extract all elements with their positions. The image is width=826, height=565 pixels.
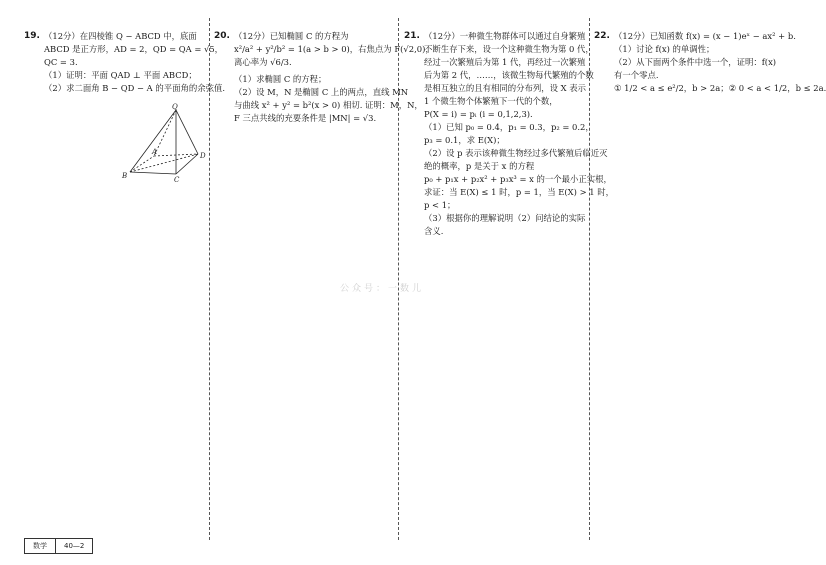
question-22-number: 22.	[594, 31, 610, 41]
q22-line-1: （12分）已知函数 f(x) = (x − 1)eˣ − ax² + b.	[614, 31, 796, 41]
q21-line-11: 绝的概率，p 是关于 x 的方程	[424, 161, 535, 172]
q21-line-13: 求证：当 E(X) ≤ 1 时，p = 1，当 E(X) > 1 时，	[424, 187, 614, 198]
watermark: 公众号：一数儿	[340, 284, 425, 294]
footer-page: 40—2	[55, 539, 92, 553]
q22-conditions: ① 1/2 < a ≤ e²/2，b > 2a；② 0 < a < 1/2，b ≤ 2a.	[614, 83, 826, 94]
edge-bc	[130, 172, 176, 174]
q21-line-14: p < 1；	[424, 200, 456, 211]
edge-qd	[176, 110, 198, 154]
pyramid-figure	[118, 104, 208, 184]
label-b: B	[122, 172, 128, 180]
label-a: A	[152, 148, 158, 156]
q19-part-1: （1）证明：平面 QAD ⊥ 平面 ABCD；	[44, 70, 197, 81]
q20-part-2-line-1: （2）设 M，N 是椭圆 C 上的两点，直线 MN	[234, 87, 409, 98]
q19-line-2: ABCD 是正方形，AD = 2，QD = QA = √5，	[44, 44, 224, 55]
question-20	[214, 30, 434, 125]
q21-line-12: p₀ + p₁x + p₂x² + p₃x³ = x 的一个最小正实根，	[424, 174, 612, 185]
q20-part-2-line-3: F 三点共线的充要条件是 |MN| = √3.	[234, 113, 377, 124]
q21-line-6: 1 个微生物个体繁殖下一代的个数，	[424, 96, 558, 107]
q20-line-1: （12分）已知椭圆 C 的方程为	[234, 31, 349, 41]
q20-line-3: 离心率为 √6/3.	[234, 57, 292, 68]
q20-line-2: x²/a² + y²/b² = 1(a > b > 0)，右焦点为 F(√2,0)，	[234, 44, 434, 55]
q22-part-2: （2）从下面两个条件中选一个，证明：f(x)	[614, 57, 777, 68]
q21-line-10: （2）设 p 表示该种微生物经过多代繁殖后临近灭	[424, 148, 608, 159]
edge-ba	[130, 156, 154, 172]
q21-line-8: （1）已知 p₀ = 0.4，p₁ = 0.3，p₂ = 0.2，	[424, 122, 594, 133]
column-divider-1	[209, 18, 210, 540]
q21-line-1: （12分）一种微生物群体可以通过自身繁殖	[424, 31, 586, 41]
q21-line-4: 后为第 2 代，……，该微生物每代繁殖的个数	[424, 70, 594, 81]
edge-qa	[154, 110, 176, 156]
edge-cd	[176, 154, 198, 174]
footer-subject: 数学	[33, 542, 47, 550]
column-divider-3	[589, 18, 590, 540]
edge-qb	[130, 110, 176, 172]
q21-line-15: （3）根据你的理解说明（2）问结论的实际	[424, 213, 586, 224]
question-22	[594, 30, 826, 95]
q20-part-2-line-2: 与曲线 x² + y² = b²(x > 0) 相切. 证明：M，N，	[234, 100, 423, 111]
q22-part-1: （1）讨论 f(x) 的单调性；	[614, 44, 715, 55]
q22-line-4: 有一个零点.	[614, 70, 659, 81]
q21-line-16: 含义.	[424, 226, 444, 237]
footer-box	[24, 538, 93, 554]
q21-line-5: 是相互独立的且有相同的分布列，设 X 表示	[424, 83, 587, 94]
label-c: C	[174, 176, 180, 184]
label-d: D	[200, 152, 206, 160]
q21-line-2: 不断生存下来，设一个这种微生物为第 0 代，	[424, 44, 594, 55]
question-21-number: 21.	[404, 31, 420, 41]
q21-line-3: 经过一次繁殖后为第 1 代，再经过一次繁殖	[424, 57, 586, 68]
question-20-number: 20.	[214, 31, 230, 41]
q19-part-2: （2）求二面角 B − QD − A 的平面角的余弦值.	[44, 83, 226, 94]
question-19-number: 19.	[24, 31, 40, 41]
q21-line-9: p₃ = 0.1，求 E(X)；	[424, 135, 505, 146]
q20-part-1: （1）求椭圆 C 的方程；	[234, 74, 327, 85]
q19-line-1: （12分）在四棱锥 Q − ABCD 中，底面	[44, 31, 197, 41]
label-q: Q	[172, 103, 178, 111]
q21-line-7: P(X = i) = pᵢ (i = 0,1,2,3).	[424, 109, 533, 120]
q19-line-3: QC = 3.	[44, 57, 78, 68]
